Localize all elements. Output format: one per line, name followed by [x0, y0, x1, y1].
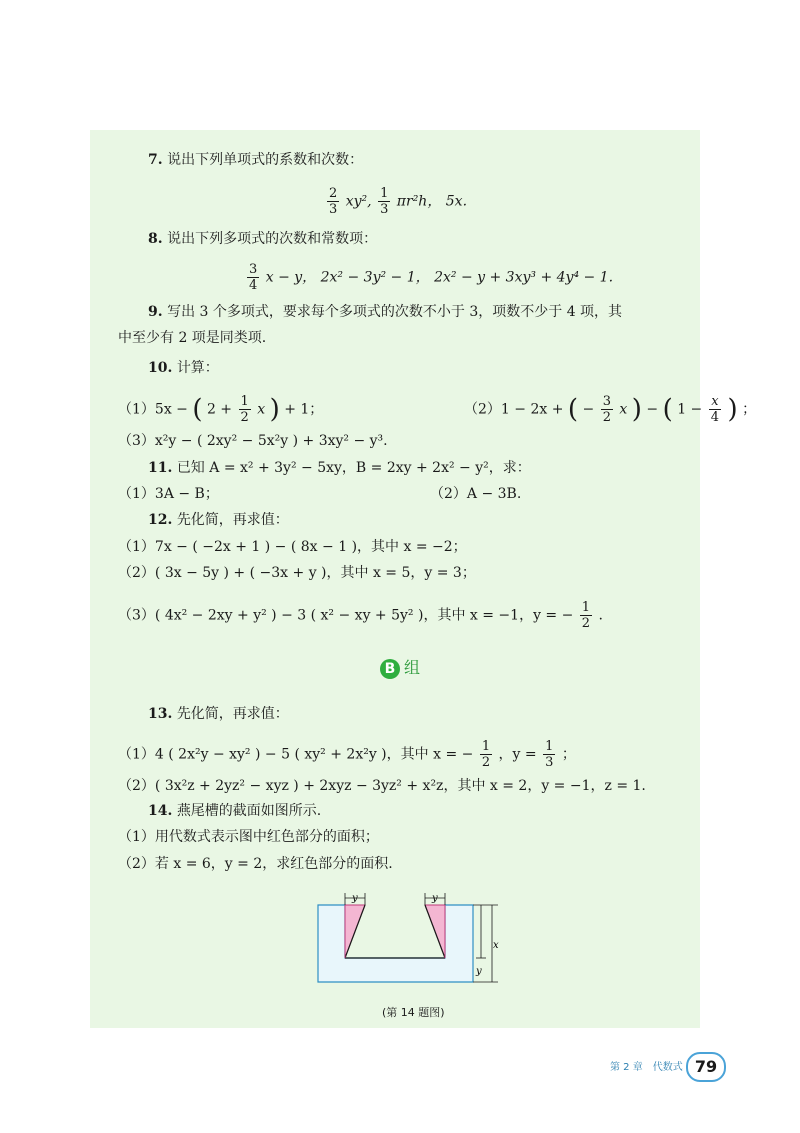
- q10-text: 计算：: [176, 360, 219, 376]
- denominator: 2: [481, 755, 491, 770]
- q12-p3-b: .: [598, 607, 603, 624]
- q13-p2: （2）( 3x²z + 2yz² − xyz ) + 2xyz − 3yz² + x²z，其中 x = 2，y = −1，z = 1.: [118, 778, 646, 794]
- q12-text: 先化简，再求值：: [176, 512, 289, 528]
- q10-p1-d: + 1；: [284, 401, 324, 418]
- q8-line: [148, 229, 377, 249]
- fraction-1-2: [580, 600, 592, 631]
- paren-close: ): [631, 394, 642, 425]
- q11-line: [148, 458, 531, 478]
- q11-p1: （1）3A − B；: [118, 486, 219, 502]
- q10-p2-e: 1 −: [677, 401, 703, 418]
- q13-text: 先化简，再求值：: [176, 706, 289, 722]
- q12-p1: （1）7x − ( −2x + 1 ) − ( 8x − 1 )，其中 x = −2；: [118, 539, 467, 555]
- figure-caption: (第 14 题图): [382, 1006, 445, 1019]
- fraction-1-2: [480, 739, 492, 770]
- denominator: 3: [329, 202, 338, 217]
- q13-p1-c: ；: [561, 746, 576, 763]
- q12-p3: [118, 600, 603, 631]
- fraction-x-4: [709, 394, 721, 425]
- dovetail-figure: [300, 890, 520, 1002]
- fraction-3-4: [247, 262, 259, 293]
- q7-text: 说出下列单项式的系数和次数：: [167, 152, 364, 168]
- numerator: x: [709, 394, 721, 410]
- q8-text: 说出下列多项式的次数和常数项：: [167, 231, 378, 247]
- q13-p1-b: ，y =: [498, 746, 537, 763]
- group-b-heading: [380, 655, 420, 679]
- q7-line: [148, 150, 363, 170]
- label-y-side: y: [476, 966, 482, 977]
- q11-num: 11.: [148, 460, 173, 476]
- q10-p2-d: −: [646, 401, 659, 418]
- q10-p2-b: −: [582, 401, 595, 418]
- numerator: 1: [545, 739, 554, 754]
- fraction-1-2: [239, 394, 251, 425]
- q12-p3-a: （3）( 4x² − 2xy + y² ) − 3 ( x² − xy + 5y² )，其中 x = −1，y = −: [118, 607, 574, 624]
- q9-text1: 写出 3 个多项式，要求每个多项式的次数不小于 3，项数不少于 4 项，其: [167, 304, 623, 320]
- paren-open: (: [192, 394, 203, 425]
- q8-num: 8.: [148, 231, 163, 247]
- paren-open: (: [567, 394, 579, 425]
- q11-text: 已知 A = x² + 3y² − 5xy，B = 2xy + 2x² − y²，求：: [176, 460, 531, 476]
- q8-p1: x − y， 2x² − 3y² − 1， 2x² − y + 3xy³ + 4y⁴ − 1.: [265, 269, 614, 286]
- q13-line: [148, 704, 289, 724]
- chapter-footer: 第 2 章 代数式: [610, 1062, 683, 1073]
- q10-p1-a: （1）5x −: [118, 401, 188, 418]
- q14-p2: （2）若 x = 6，y = 2，求红色部分的面积.: [118, 856, 393, 872]
- fraction-3-2: [601, 394, 613, 425]
- page-number: 79: [686, 1052, 726, 1082]
- denominator: 2: [581, 616, 591, 631]
- q14-p1: （1）用代数式表示图中红色部分的面积；: [118, 829, 379, 845]
- numerator: 1: [240, 394, 249, 409]
- q11-p2: （2）A − 3B.: [430, 486, 522, 502]
- q13-num: 13.: [148, 706, 173, 722]
- denominator: 3: [545, 755, 554, 770]
- fraction-1-3: [378, 186, 390, 217]
- q10-p2-c: x: [619, 401, 628, 418]
- numerator: 1: [481, 739, 491, 754]
- q9-line1: [148, 302, 622, 322]
- numerator: 1: [380, 186, 389, 201]
- paren-open: (: [662, 394, 673, 425]
- q13-p1-a: （1）4 ( 2x²y − xy² ) − 5 ( xy² + 2x²y )，其中 x = −: [118, 746, 474, 763]
- denominator: 4: [249, 278, 258, 293]
- q10-p2-f: ；: [742, 401, 757, 418]
- figure-body: [318, 905, 473, 982]
- numerator: 2: [329, 186, 338, 201]
- q13-p1: [118, 739, 576, 770]
- q7-monomials: [325, 186, 467, 217]
- q9-num: 9.: [148, 304, 163, 320]
- denominator: 3: [380, 202, 389, 217]
- q10-line: [148, 358, 219, 378]
- q12-num: 12.: [148, 512, 173, 528]
- group-b-label: 组: [404, 658, 421, 677]
- numerator: 3: [602, 394, 611, 409]
- denominator: 4: [710, 410, 720, 425]
- q14-text: 燕尾槽的截面如图所示.: [176, 803, 322, 819]
- q10-p2: [464, 394, 756, 425]
- label-y-left: y: [352, 893, 358, 904]
- paren-close: ): [727, 394, 738, 425]
- q8-polynomials: [245, 262, 613, 293]
- denominator: 2: [602, 410, 611, 425]
- q14-line: [148, 801, 321, 821]
- label-x: x: [493, 940, 499, 951]
- q9-line2: 中至少有 2 项是同类项.: [118, 330, 267, 346]
- q10-p1-c: x: [257, 401, 266, 418]
- q10-num: 10.: [148, 360, 173, 376]
- fraction-2-3: [327, 186, 339, 217]
- label-y-right: y: [432, 893, 438, 904]
- q12-p2: （2）( 3x − 5y ) + ( −3x + y )，其中 x = 5，y = 3；: [118, 565, 476, 581]
- q10-p1: [118, 394, 323, 425]
- paren-close: ): [269, 394, 280, 425]
- q7-m1: xy²,: [345, 193, 377, 210]
- q10-p2-a: （2）1 − 2x +: [464, 401, 564, 418]
- q10-p3: （3）x²y − ( 2xy² − 5x²y ) + 3xy² − y³.: [118, 433, 388, 449]
- group-b-badge: B: [380, 659, 400, 679]
- q7-num: 7.: [148, 152, 163, 168]
- numerator: 3: [249, 262, 258, 277]
- q10-p1-b: 2 +: [206, 401, 233, 418]
- q7-m2: πr²h， 5x.: [396, 193, 468, 210]
- q12-line: [148, 510, 289, 530]
- q14-num: 14.: [148, 803, 173, 819]
- numerator: 1: [581, 600, 591, 615]
- fraction-1-3: [543, 739, 555, 770]
- denominator: 2: [240, 410, 249, 425]
